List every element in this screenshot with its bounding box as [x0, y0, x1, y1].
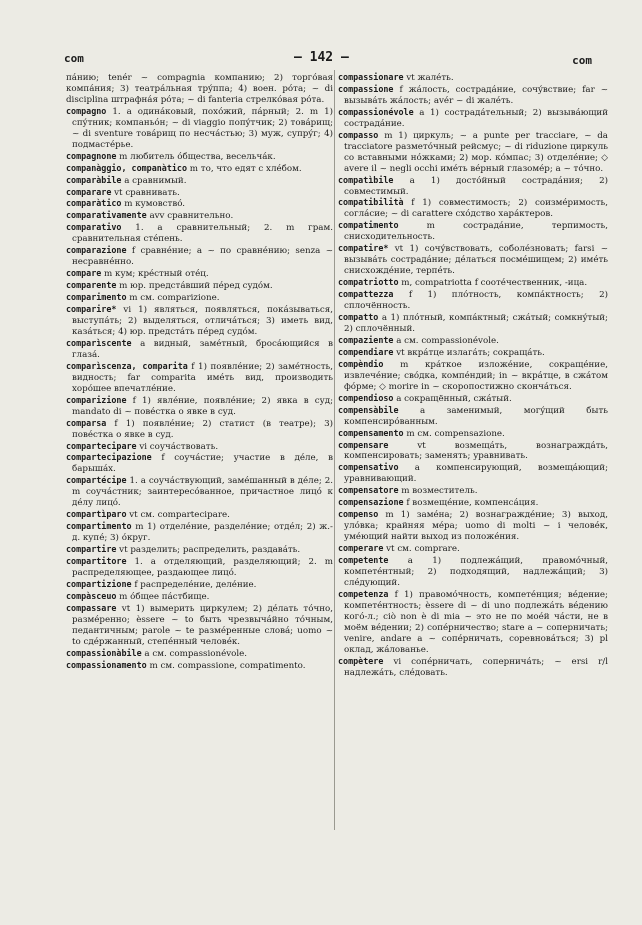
entry-definition: vi соучáствовать.: [136, 441, 219, 452]
entry-definition: m возместитель.: [398, 486, 478, 497]
dictionary-entry: [66, 579, 333, 591]
entry-headword: comparàtico: [66, 198, 122, 209]
entry-definition: 1. а одинáковый, похóжий, пáрный; 2. m 1) спýтник; компаньóн; ~ di viaggio попýтчик; 2) товáрищ; ~ di sventure товáрищ по несчáстью; 3) муж, супрýг; 4) подмастéрье.: [72, 106, 333, 150]
dictionary-entry: [66, 603, 333, 648]
entry-headword: comparìscenza, comparita: [66, 360, 188, 371]
entry-definition: vi 1) являться, появляться, покáзываться, выступáть; 2) выделяться, отличáться; 3) иметь вид, казáться; 4) юр. предстáть пéред судóм.: [72, 305, 333, 337]
entry-headword: compassare: [66, 602, 117, 613]
dictionary-entry: [66, 452, 333, 475]
dictionary-entry: [66, 441, 333, 453]
dictionary-entry: [66, 210, 333, 222]
entry-definition: а компенсирующий, возмещáющий; уравнивающий.: [344, 463, 608, 485]
dictionary-entry: [338, 462, 608, 485]
dictionary-entry: [338, 220, 608, 243]
entry-definition: а 1) подлежáщий, правомóчный, компетéнтный; 2) подходящий, надлежáщий; 3) слéдующий.: [344, 556, 608, 588]
entry-headword: compartire: [66, 544, 117, 555]
entry-headword: compasso: [338, 129, 379, 140]
entry-headword: compartimento: [66, 521, 132, 532]
column-divider: [334, 70, 335, 830]
entry-headword: compatimento: [338, 220, 399, 231]
entry-definition: avv сравнительно.: [146, 211, 234, 222]
dictionary-entry: [66, 521, 333, 544]
entry-headword: companàggio, companàtico: [66, 162, 188, 173]
entry-headword: comparimento: [66, 292, 127, 303]
dictionary-entry: [66, 72, 333, 106]
entry-definition: а 1) сострадáтельный; 2) вызывáющий сострадáние.: [344, 107, 608, 129]
dictionary-entry: [66, 198, 333, 210]
dictionary-entry: [66, 280, 333, 292]
entry-definition: m, compatriotta f соотéчественник, -ица.: [398, 278, 588, 289]
entry-definition: m любитель óбщества, весельчáк.: [116, 151, 276, 162]
entry-headword: compendiare: [338, 346, 394, 357]
entry-definition: а видный, замéтный, бросáющийся в глазá.: [72, 338, 333, 360]
dictionary-entry: [66, 222, 333, 245]
entry-headword: competente: [338, 555, 389, 566]
entry-definition: m кумовствó.: [121, 199, 186, 210]
entry-headword: compartecipare: [66, 440, 137, 451]
running-head-left: com: [64, 52, 84, 65]
entry-definition: пáнию; tenér ~ compagnia компанию; 2) торгóвая компáния; 3) театрáльная трýппа; 4) воен. рóта; ~ di disciplina штрафнáя рóта; ~ di fanteria стрелкóвая рóта.: [66, 73, 333, 105]
entry-definition: m 1) отделéние, разделéние; отдéл; 2) ж.-д. купé; 3) óкруг.: [72, 522, 333, 544]
dictionary-entry: [338, 335, 608, 347]
dictionary-entry: [338, 589, 608, 656]
dictionary-entry: [338, 130, 608, 175]
entry-headword: compartitore: [66, 556, 127, 567]
entry-definition: а 1) плóтный, компáктный; сжáтый; сомкнýтый; 2) сплочённый.: [344, 313, 608, 334]
dictionary-entry: [338, 405, 608, 428]
dictionary-entry: [338, 197, 608, 220]
dictionary-entry: [338, 509, 608, 543]
entry-headword: competenza: [338, 588, 389, 599]
dictionary-entry: [66, 509, 333, 521]
dictionary-entry: [66, 292, 333, 304]
entry-definition: f распределéние, делéние.: [131, 579, 257, 590]
entry-headword: compatriotto: [338, 277, 399, 288]
dictionary-entry: [338, 72, 608, 84]
entry-definition: а см. compassionévole.: [393, 335, 499, 346]
entry-headword: compensazione: [338, 497, 404, 508]
entry-headword: comparativo: [66, 222, 122, 233]
entry-definition: f сравнéние; a ~ по сравнéнию; senza ~ несравнéнно.: [72, 246, 333, 268]
dictionary-entry: [338, 359, 608, 393]
dictionary-entry: [66, 544, 333, 556]
entry-definition: f соучáстие; участие в дéле, в барышáх.: [72, 453, 333, 475]
left-column: [66, 72, 333, 912]
dictionary-entry: [66, 245, 333, 268]
entry-headword: comperare: [338, 543, 384, 554]
entry-headword: comparazione: [66, 245, 127, 256]
dictionary-entry: [338, 84, 608, 107]
dictionary-entry: [338, 175, 608, 198]
entry-definition: а 1) достóйный сострадáния; 2) совместимый.: [344, 175, 608, 197]
entry-definition: vt сравнивать.: [111, 187, 180, 198]
entry-headword: compèndio: [338, 358, 384, 369]
entry-definition: vt 1) вымерить циркулем; 2) дéлать тóчно, размéренно; èssere ~ to быть чрезвычáйно тóчным, педантичным; parole ~ te размéренные словá; uomo ~ to сдéржанный, степéнный человéк.: [72, 603, 333, 647]
entry-definition: m óбщее пáстбище.: [116, 591, 210, 602]
entry-headword: compètere: [338, 655, 384, 666]
page-number: — 142 —: [294, 50, 349, 65]
entry-headword: compensàbile: [338, 404, 399, 415]
dictionary-entry: [338, 107, 608, 130]
dictionary-entry: [66, 395, 333, 418]
dictionary-entry: [338, 656, 608, 679]
entry-headword: compatto: [338, 312, 379, 323]
dictionary-entry: [338, 312, 608, 335]
dictionary-entry: [338, 440, 608, 463]
entry-definition: m крáткое изложéние, сокращéние, извлечéние; свóдка, компéндий; in ~ вкрáтце, в сжáтом фóрме; ◇ morire in ~ скоропостижно скончáться.: [344, 359, 608, 392]
entry-definition: vt см. compartecipare.: [126, 510, 230, 521]
running-head-right: com: [572, 54, 592, 67]
entry-definition: f 1) плóтность, компáктность; 2) сплочённость.: [344, 290, 608, 312]
dictionary-entry: [338, 543, 608, 555]
entry-headword: compensativo: [338, 462, 399, 473]
entry-headword: compenso: [338, 509, 379, 520]
entry-headword: compaziente: [338, 334, 394, 345]
entry-definition: а см. compassionévole.: [141, 648, 248, 659]
entry-definition: m см. comparizione.: [126, 293, 220, 304]
entry-headword: compartìparo: [66, 509, 127, 520]
dictionary-entry: [66, 475, 333, 509]
entry-definition: vt см. comprare.: [383, 544, 460, 555]
entry-headword: comparativamente: [66, 210, 147, 221]
dictionary-entry: [66, 338, 333, 361]
dictionary-entry: [338, 485, 608, 497]
dictionary-entry: [66, 591, 333, 603]
entry-definition: 1. а отделяющий, разделяющий; 2. m распределяющее, раздающее лицó.: [72, 557, 333, 578]
entry-headword: compartizione: [66, 578, 132, 589]
entry-definition: vt вкрáтце излагáть; сокращáть.: [393, 347, 545, 358]
entry-headword: compassionare: [338, 72, 404, 82]
dictionary-entry: [66, 660, 333, 672]
entry-headword: compatibilità: [338, 197, 404, 208]
entry-headword: comparire*: [66, 304, 117, 315]
entry-definition: vi сопéрничать, соперничáть; ~ ersi r/l надлежáть, слéдовать.: [344, 656, 608, 678]
entry-definition: f 1) появлéние; 2) статист (в театре); 3) повéстка о явке в суд.: [72, 418, 333, 440]
entry-headword: compassionévole: [338, 106, 414, 117]
entry-definition: m кум; крéстный отéц.: [101, 269, 209, 280]
right-column: [338, 72, 608, 912]
entry-definition: m сострадáние, терпимость, снисходительность.: [344, 221, 608, 243]
entry-headword: comparàbile: [66, 174, 122, 185]
entry-definition: а заменимый, могýщий быть компенсирóванным.: [344, 405, 608, 427]
entry-definition: vt жалéть.: [403, 73, 454, 83]
entry-definition: а сокращённый, сжáтый.: [393, 393, 512, 404]
entry-headword: compensamento: [338, 427, 404, 438]
dictionary-entry: [338, 289, 608, 312]
dictionary-entry: [66, 151, 333, 163]
entry-definition: m то, что едят с хлéбом.: [187, 163, 302, 174]
entry-definition: m см. compassione, compatimento.: [146, 660, 306, 671]
entry-headword: compendioso: [338, 392, 394, 403]
entry-headword: compare: [66, 268, 102, 279]
entry-headword: compassionamento: [66, 659, 147, 670]
dictionary-entry: [66, 187, 333, 199]
entry-headword: compagnone: [66, 150, 117, 161]
dictionary-entry: [66, 163, 333, 175]
entry-definition: vt 1) сочýвствовать, соболéзновать; farsi ~ вызывáть сострадáние; дéлаться посмéшищем; 2) имéть снисхождéние, терпéть.: [344, 244, 608, 277]
entry-headword: comparsa: [66, 417, 107, 428]
entry-headword: compensare: [338, 439, 389, 450]
dictionary-entry: [338, 347, 608, 359]
dictionary-entry: [66, 175, 333, 187]
entry-definition: m см. compensazione.: [403, 428, 505, 439]
dictionary-entry: [66, 106, 333, 151]
dictionary-entry: [66, 304, 333, 338]
entry-headword: compatire*: [338, 243, 389, 254]
dictionary-entry: [338, 428, 608, 440]
entry-definition: а сравнимый.: [121, 175, 187, 186]
entry-headword: compatìbile: [338, 174, 394, 185]
entry-definition: f 1) совместимость; 2) соизмéримость, соглáсие; ~ di carattere схóдство харáктеров.: [344, 198, 608, 220]
entry-headword: compartécipe: [66, 475, 127, 486]
entry-headword: comparare: [66, 186, 112, 197]
entry-headword: comparente: [66, 280, 117, 291]
dictionary-entry: [338, 555, 608, 589]
entry-definition: m юр. предстáвший пéред судóм.: [116, 281, 273, 292]
entry-definition: f жáлость, сострадáние, сочýвствие; far ~ вызывáть жáлость; avér ~ di жалéть.: [344, 84, 608, 106]
entry-definition: m 1) циркуль; ~ a punte per tracciare, ~ da tracciatore разметóчный рейсмус; ~ di riduzione циркуль со вставными нóжками; 2) мор. кóмпас; 3) отделéние; ◇ avere il ~ negli occhi имéть вéрный глазомéр; a ~ тóчно.: [344, 130, 608, 174]
entry-definition: 1. а соучáствующий, замéшанный в дéле; 2. m соучáстник; заинтересóванное, причастное лицó к дéлу лицó.: [72, 476, 333, 509]
entry-definition: vt разделить; распределить, раздавáть.: [116, 545, 301, 556]
dictionary-entry: [338, 393, 608, 405]
entry-definition: vt возмещáть, вознаграждáть, компенсировать; заменять; уравнивать.: [344, 440, 608, 462]
dictionary-entry: [66, 648, 333, 660]
entry-headword: compensatore: [338, 485, 399, 496]
entry-headword: compassionàbile: [66, 647, 142, 658]
dictionary-entry: [66, 556, 333, 579]
dictionary-entry: [338, 497, 608, 509]
dictionary-entry: [66, 418, 333, 441]
entry-headword: comparizione: [66, 394, 127, 405]
entry-headword: compagno: [66, 105, 107, 116]
entry-headword: comparìscente: [66, 337, 132, 348]
entry-headword: compartecipazione: [66, 452, 152, 463]
entry-definition: f 1) явлéние, появлéние; 2) явка в суд; mandato di ~ повéстка о явке в суд.: [72, 395, 333, 417]
entry-headword: compàsceuo: [66, 590, 117, 601]
dictionary-entry: [338, 277, 608, 289]
entry-headword: compattezza: [338, 289, 394, 300]
entry-definition: f 1) появлéние; 2) замéтность, видность; far comparita имéть вид, производить хорóшее впечатлéние.: [72, 361, 333, 394]
dictionary-entry: [66, 268, 333, 280]
entry-definition: 1. а сравнительный; 2. m грам. сравнительная стéпень.: [72, 223, 333, 245]
dictionary-entry: [66, 361, 333, 395]
entry-definition: f 1) правомóчность, компетéнция; вéдение; компетéнтность; èssere di ~ di uno подлежáть вéдению когó-л.; ciò non è di mia ~ это не по моéй чáсти, не в моём вéдении; 2) сопéрничество; stare a ~ соперничать; venire, andare a ~ сопéрничать, соревновáться; 3) pl оклад, жáлованье.: [344, 589, 608, 655]
entry-definition: m 1) замéна; 2) вознаграждéние; 3) выход, улóвка; крайняя мéра; uomo di molti ~ i человéк, умéющий найти выход из положéния.: [344, 510, 608, 543]
entry-definition: f возмещéние, компенсáция.: [403, 498, 539, 509]
dictionary-entry: [338, 243, 608, 277]
page-header: [64, 52, 592, 68]
entry-headword: compassione: [338, 83, 394, 94]
